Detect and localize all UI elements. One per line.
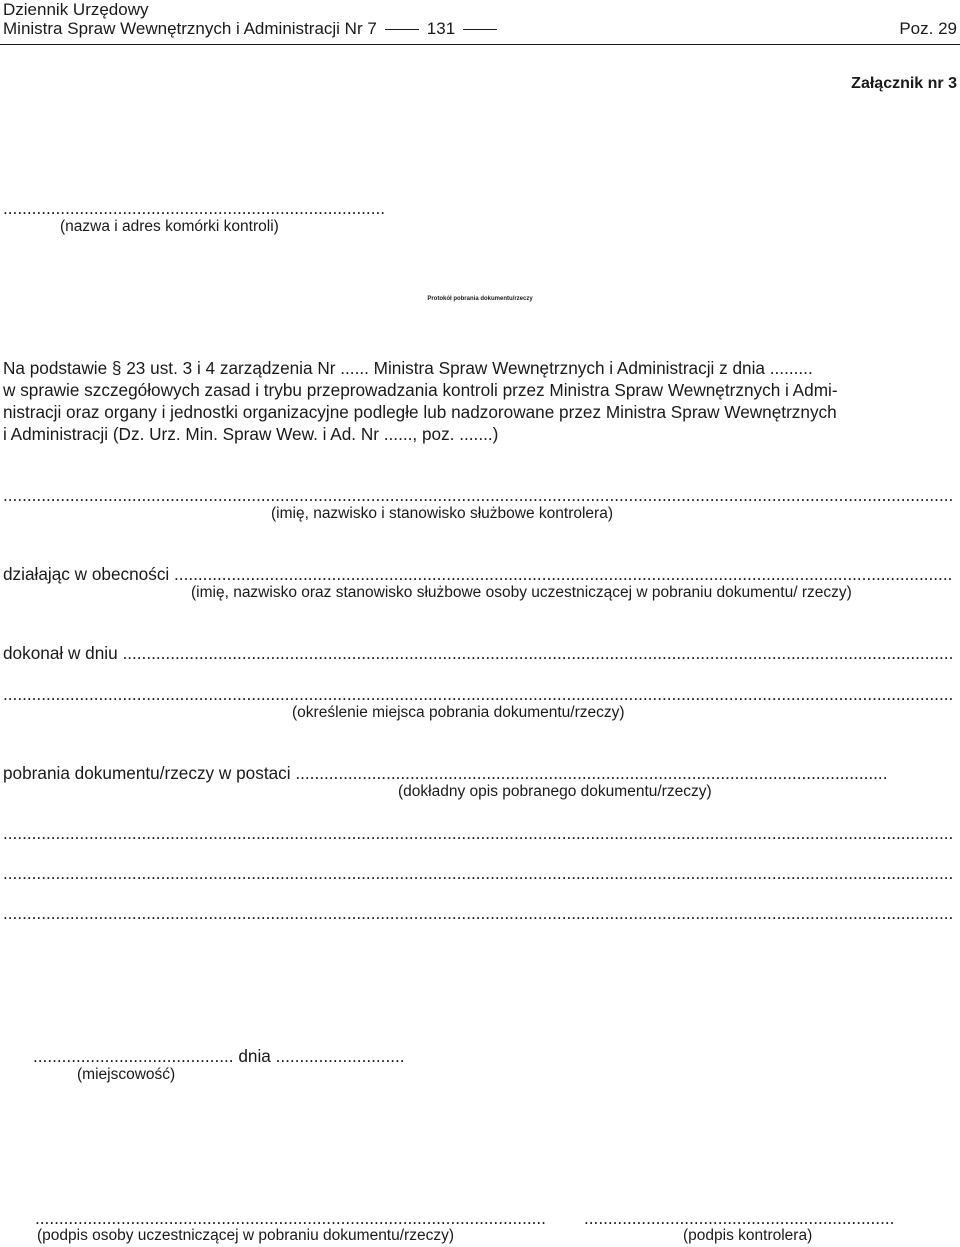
inspector-field-dots: ....................................................................................................................................................................................................... bbox=[3, 485, 954, 505]
legal-basis-line-3: nistracji oraz organy i jednostki organizacyjne podległe lub nadzorowane przez Ministra Spraw Wewnętrznych bbox=[3, 402, 837, 422]
date-field-label: dokonał w dniu bbox=[3, 643, 123, 663]
place-date-label: dnia bbox=[233, 1046, 276, 1066]
form-field-caption: (dokładny opis pobranego dokumentu/rzeczy) bbox=[398, 783, 712, 800]
annex-label: Załącznik nr 3 bbox=[851, 75, 957, 92]
description-line-3: ....................................................................................................................................................................................................... bbox=[3, 903, 954, 923]
presence-field-caption: (imię, nazwisko oraz stanowisko służbowe osoby uczestniczącej w pobraniu dokumentu/ rzeczy) bbox=[191, 584, 852, 601]
journal-title: Dziennik Urzędowy bbox=[3, 0, 149, 19]
presence-field-label: działając w obecności bbox=[3, 564, 175, 584]
inspector-signature-dots: ................................................................. bbox=[584, 1208, 895, 1228]
legal-basis-line-1: Na podstawie § 23 ust. 3 i 4 zarządzenia Nr ...... Ministra Spraw Wewnętrznych i Administracji z dnia ......... bbox=[3, 358, 813, 378]
legal-basis-line-2: w sprawie szczegółowych zasad i trybu przeprowadzania kontroli przez Ministra Spraw Wewnętrznych i Admi- bbox=[3, 380, 838, 400]
journal-issue-label: Ministra Spraw Wewnętrznych i Administracji Nr 7 bbox=[3, 19, 377, 38]
place-field-dots: ....................................................................................................................................................................................................... bbox=[3, 684, 954, 704]
legal-basis-line-4: i Administracji (Dz. Urz. Min. Spraw Wew. i Ad. Nr ......, poz. .......) bbox=[3, 424, 499, 444]
place-caption: (miejscowość) bbox=[77, 1066, 176, 1083]
inspector-field-caption: (imię, nazwisko i stanowisko służbowe kontrolera) bbox=[271, 505, 613, 522]
header-rule bbox=[0, 44, 960, 45]
form-field bbox=[3, 762, 887, 784]
participant-signature-dots: ........................................................................................................... bbox=[35, 1208, 546, 1228]
page-number: 131 bbox=[426, 19, 456, 38]
document-title: Protokół pobrania dokumentu/rzeczy bbox=[427, 296, 533, 302]
unit-field-dots: ................................................................................ bbox=[3, 198, 386, 218]
participant-signature-caption: (podpis osoby uczestniczącej w pobraniu dokumentu/rzeczy) bbox=[37, 1227, 454, 1244]
journal-issue bbox=[3, 19, 505, 39]
unit-field-caption: (nazwa i adres komórki kontroli) bbox=[60, 218, 279, 235]
place-date-field bbox=[33, 1045, 405, 1067]
date-field-dots: .............................................................................................................................................................................. bbox=[122, 643, 954, 663]
form-field-label: pobrania dokumentu/rzeczy w postaci bbox=[3, 763, 296, 783]
position-number: Poz. 29 bbox=[899, 19, 957, 38]
place-field-caption: (określenie miejsca pobrania dokumentu/rzeczy) bbox=[292, 704, 625, 721]
dash-left bbox=[385, 29, 419, 30]
description-line-1: ....................................................................................................................................................................................................... bbox=[3, 823, 954, 843]
dash-right bbox=[463, 29, 497, 30]
date-dots: ........................... bbox=[275, 1046, 405, 1066]
presence-field bbox=[3, 563, 952, 585]
date-field bbox=[3, 642, 953, 664]
inspector-signature-caption: (podpis kontrolera) bbox=[683, 1227, 813, 1244]
place-dots: .......................................... bbox=[33, 1046, 234, 1066]
description-line-2: ....................................................................................................................................................................................................... bbox=[3, 863, 954, 883]
presence-field-dots: ................................................................................................................................................................... bbox=[174, 564, 953, 584]
form-field-dots: ............................................................................................................................ bbox=[295, 763, 888, 783]
